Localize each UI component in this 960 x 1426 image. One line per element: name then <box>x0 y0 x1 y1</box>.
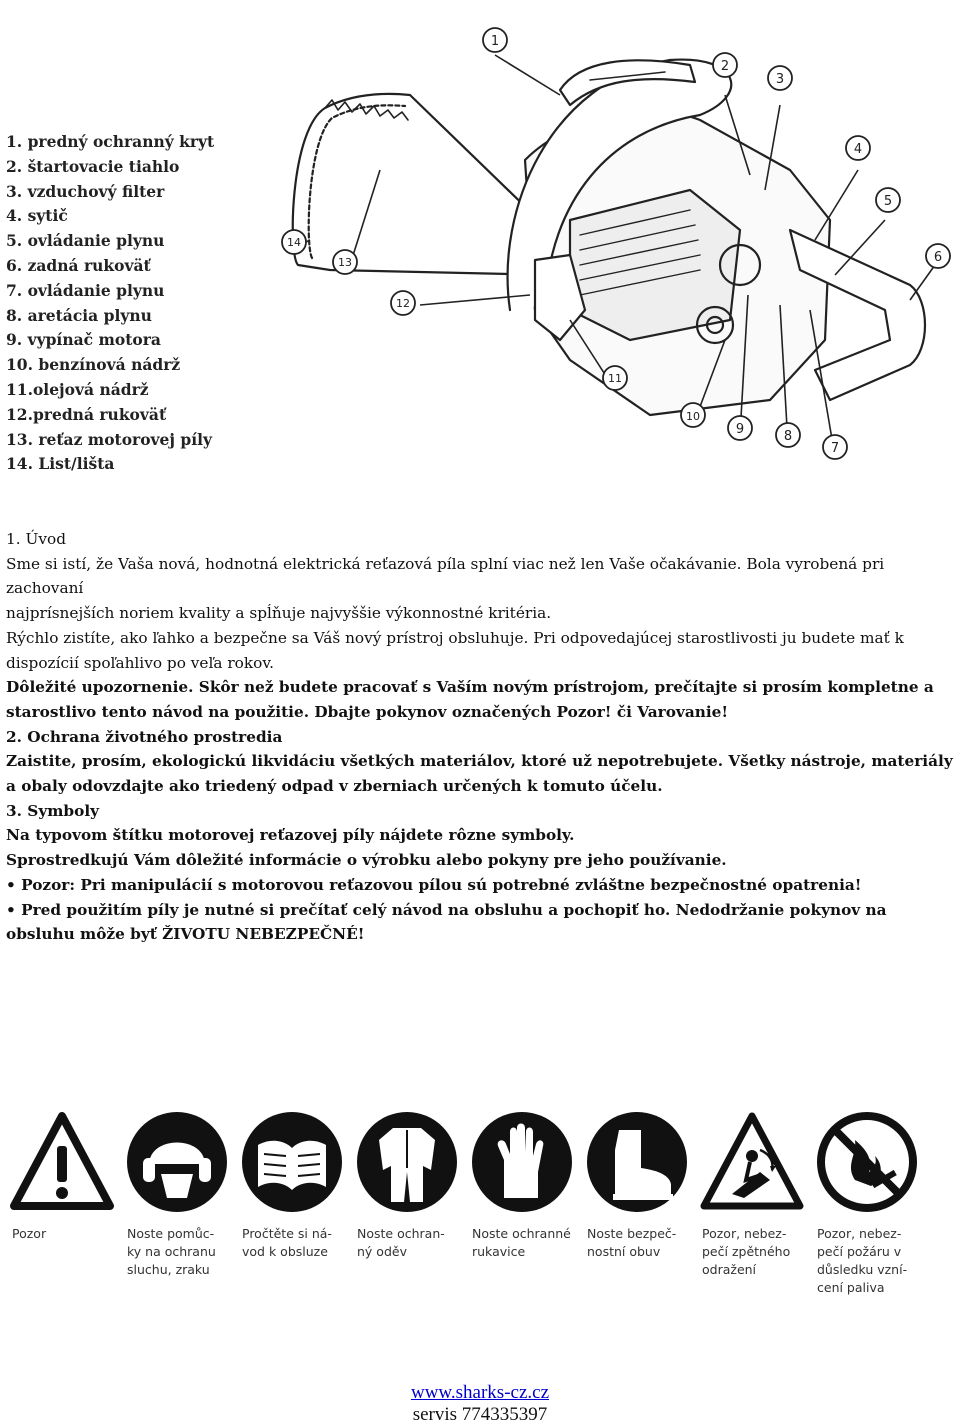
svg-text:2: 2 <box>720 59 730 74</box>
symbol-caption: Noste pomůc-ky na ochranu sluchu, zraku <box>127 1226 216 1277</box>
svg-text:14: 14 <box>287 236 301 249</box>
parts-list-item: 4. sytič <box>6 206 68 226</box>
symbol-caption: Pozor, nebez-pečí požáru v důsledku vzní-cení paliva <box>817 1226 908 1295</box>
symbol-kickback <box>700 1110 805 1310</box>
callout-7 <box>823 435 847 459</box>
symbols-paragraph: Na typovom štítku motorovej reťazovej píly nájdete rôzne symboly. <box>6 826 575 845</box>
symbol-warning <box>10 1110 115 1310</box>
svg-text:5: 5 <box>883 194 893 209</box>
intro-paragraph: najprísnejších noriem kvality a spĺňuje najvyššie výkonnostné kritéria. <box>6 604 552 623</box>
callout-12 <box>391 291 415 315</box>
symbol-safety-boots <box>585 1110 690 1310</box>
svg-text:6: 6 <box>933 250 943 265</box>
parts-list-item: 10. benzínová nádrž <box>6 355 181 375</box>
parts-list-item: 11.olejová nádrž <box>6 379 149 399</box>
svg-text:9: 9 <box>735 422 745 437</box>
svg-text:8: 8 <box>783 429 793 444</box>
svg-text:4: 4 <box>853 142 863 157</box>
section-heading-symbols: 3. Symboly <box>6 801 100 820</box>
section-heading-environment: 2. Ochrana životného prostredia <box>6 727 283 746</box>
svg-text:7: 7 <box>830 441 840 456</box>
parts-list <box>6 130 214 477</box>
bullet-item: • Pozor: Pri manipulácií s motorovou reťazovou pílou sú potrebné zvláštne bezpečnostné opatrenia! <box>6 875 862 894</box>
svg-text:3: 3 <box>775 72 785 87</box>
section-heading-intro: 1. Úvod <box>6 530 66 548</box>
symbols-paragraph: Sprostredkujú Vám dôležité informácie o výrobku alebo pokyny pre jeho používanie. <box>6 851 727 870</box>
chainsaw-diagram <box>270 20 960 490</box>
website-link[interactable]: www.sharks-cz.cz <box>410 1382 550 1403</box>
important-notice: Dôležité upozornenie. Skôr než budete pracovať s Vaším novým prístrojom, prečítajte si prosím kompletne a starostlivo tento návod na použitie. Dbajte pokynov označených Pozor! či Varovanie! <box>6 678 934 721</box>
symbol-caption: Pročtěte si ná-vod k obsluze <box>242 1226 332 1259</box>
safety-boots-icon <box>585 1110 690 1215</box>
parts-list-item: 5. ovládanie plynu <box>6 231 165 251</box>
safety-symbols <box>10 1110 950 1310</box>
svg-text:10: 10 <box>686 410 700 423</box>
protective-clothing-icon <box>355 1110 460 1215</box>
intro-paragraph: Sme si istí, že Vaša nová, hodnotná elektrická reťazová píla splní viac než len Vaše očakávanie. Bola vyrobená pri zachovaní <box>6 554 885 598</box>
symbol-caption: Noste ochran-ný oděv <box>357 1226 445 1259</box>
callout-4 <box>846 136 870 160</box>
parts-list-item: 14. List/lišta <box>6 454 115 474</box>
callout-3 <box>768 66 792 90</box>
footer-website <box>0 1382 960 1404</box>
symbol-protective-clothing <box>355 1110 460 1310</box>
symbol-read-manual <box>240 1110 345 1310</box>
symbol-caption: Noste bezpeč-nostní obuv <box>587 1226 677 1259</box>
callout-11 <box>603 366 627 390</box>
parts-list-item: 8. aretácia plynu <box>6 305 152 325</box>
svg-text:11: 11 <box>608 372 622 385</box>
symbol-no-fire <box>815 1110 920 1310</box>
svg-text:1: 1 <box>490 34 500 49</box>
callout-9 <box>728 416 752 440</box>
callout-5 <box>876 188 900 212</box>
bullet-item: • Pred použitím píly je nutné si prečítať celý návod na obsluhu a pochopiť ho. Nedodržanie pokynov na obsluhu môže byť ŽIVOTU NEBEZPEČNÉ! <box>6 900 887 944</box>
environment-paragraph: Zaistite, prosím, ekologickú likvidáciu všetkých materiálov, ktoré už nepotrebujete. Všetky nástroje, materiály a obaly odovzdajte ako triedený odpad v zberniach určených k tomuto účelu. <box>6 752 953 796</box>
svg-text:13: 13 <box>338 256 352 269</box>
parts-list-item: 3. vzduchový filter <box>6 181 165 201</box>
callout-6 <box>926 244 950 268</box>
parts-list-item: 7. ovládanie plynu <box>6 280 165 300</box>
symbol-caption: Noste ochranné rukavice <box>472 1226 571 1259</box>
parts-list-item: 12.predná rukoväť <box>6 404 167 424</box>
no-fire-icon <box>815 1110 920 1215</box>
parts-list-item: 13. reťaz motorovej píly <box>6 429 213 449</box>
read-manual-icon <box>240 1110 345 1215</box>
callout-8 <box>776 423 800 447</box>
callout-13 <box>333 250 357 274</box>
parts-list-item: 9. vypínač motora <box>6 330 161 350</box>
callout-2 <box>713 53 737 77</box>
warning-triangle-icon <box>10 1110 115 1215</box>
callout-14 <box>282 230 306 254</box>
hearing-protection-icon <box>125 1110 230 1215</box>
symbol-hearing-protection <box>125 1110 230 1310</box>
symbol-caption: Pozor <box>12 1226 47 1241</box>
svg-text:12: 12 <box>396 297 410 310</box>
parts-list-item: 1. predný ochranný kryt <box>6 132 215 151</box>
footer-service: servis 774335397 <box>412 1404 548 1425</box>
symbol-caption: Pozor, nebez-pečí zpětného odražení <box>702 1226 791 1277</box>
kickback-icon <box>700 1110 805 1215</box>
manual-text <box>6 527 956 947</box>
symbol-protective-gloves <box>470 1110 575 1310</box>
parts-list-item: 2. štartovacie tiahlo <box>6 156 180 176</box>
callout-1 <box>483 28 507 52</box>
intro-paragraph: Rýchlo zistíte, ako ľahko a bezpečne sa Váš nový prístroj obsluhuje. Pri odpovedajúcej starostlivosti ju budete mať k dispozícií spoľahlivo po veľa rokov. <box>6 628 904 672</box>
parts-list-item: 6. zadná rukoväť <box>6 255 151 275</box>
callout-10 <box>681 403 705 427</box>
protective-gloves-icon <box>470 1110 575 1215</box>
